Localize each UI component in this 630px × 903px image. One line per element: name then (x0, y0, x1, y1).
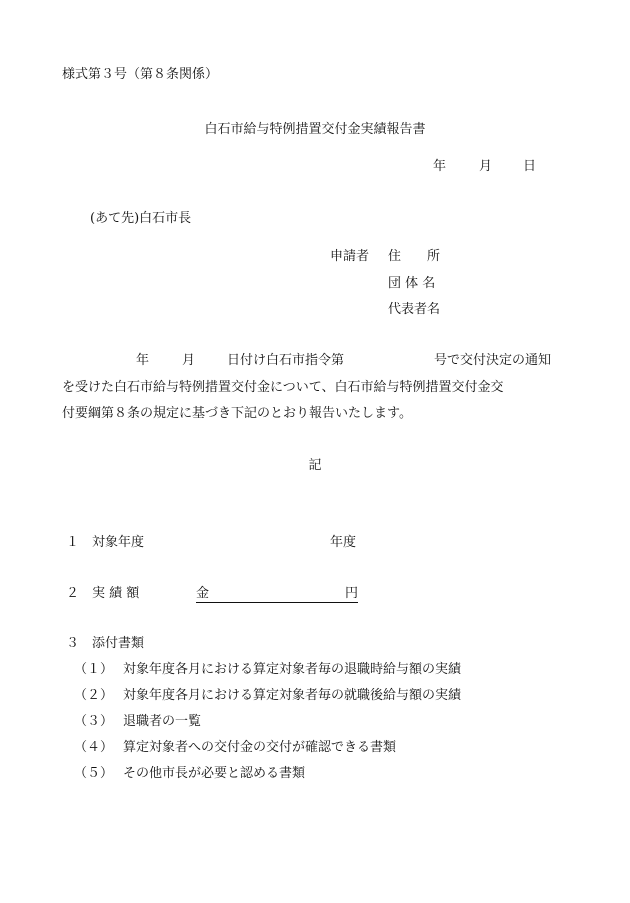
attachment-text: その他市長が必要と認める書類 (123, 766, 306, 781)
item-1-number: １ (66, 535, 80, 550)
attachment-number: （３） (74, 714, 114, 729)
amount-field (196, 586, 358, 603)
date-year: 年 (433, 159, 447, 174)
attachment-number: （２） (74, 688, 114, 703)
body-month: 月 (182, 353, 196, 368)
attachment-number: （１） (74, 662, 114, 677)
body-line-3: 付要綱第８条の規定に基づき下記のとおり報告いたします。 (62, 406, 412, 421)
date-month: 月 (479, 159, 493, 174)
amount-prefix: 金 (196, 586, 210, 601)
amount-suffix: 円 (344, 586, 358, 601)
attachment-text: 退職者の一覧 (123, 714, 202, 729)
attachment-text: 算定対象者への交付金の交付が確認できる書類 (123, 740, 397, 755)
addressee: (あて先)白石市長 (90, 211, 192, 226)
item-3-number: ３ (66, 636, 80, 651)
organization-label: 団 体 名 (388, 276, 436, 291)
attachment-text: 対象年度各月における算定対象者毎の就職後給与額の実績 (123, 688, 462, 703)
item-1-label: 対象年度 (92, 535, 145, 550)
ki-heading: 記 (308, 458, 322, 473)
item-2-number: ２ (66, 586, 80, 601)
item-3-label: 添付書類 (92, 636, 145, 651)
document-title: 白石市給与特例措置交付金実績報告書 (204, 122, 426, 137)
body-number-text: 号で交付決定の通知 (434, 353, 552, 368)
form-number: 様式第３号（第８条関係） (62, 67, 219, 82)
attachment-number: （５） (74, 766, 114, 781)
attachment-text: 対象年度各月における算定対象者毎の退職時給与額の実績 (123, 662, 462, 677)
body-date-text: 日付け白石市指令第 (227, 353, 345, 368)
body-year: 年 (136, 353, 150, 368)
representative-label: 代表者名 (388, 302, 441, 317)
body-line-2: を受けた白石市給与特例措置交付金について、白石市給与特例措置交付金交 (62, 380, 504, 395)
date-day: 日 (523, 159, 537, 174)
item-2-label: 実 績 額 (92, 586, 140, 601)
attachment-number: （４） (74, 740, 114, 755)
applicant-label: 申請者 (330, 249, 370, 264)
item-1-suffix: 年度 (330, 535, 357, 550)
address-label: 住 所 (388, 249, 441, 264)
